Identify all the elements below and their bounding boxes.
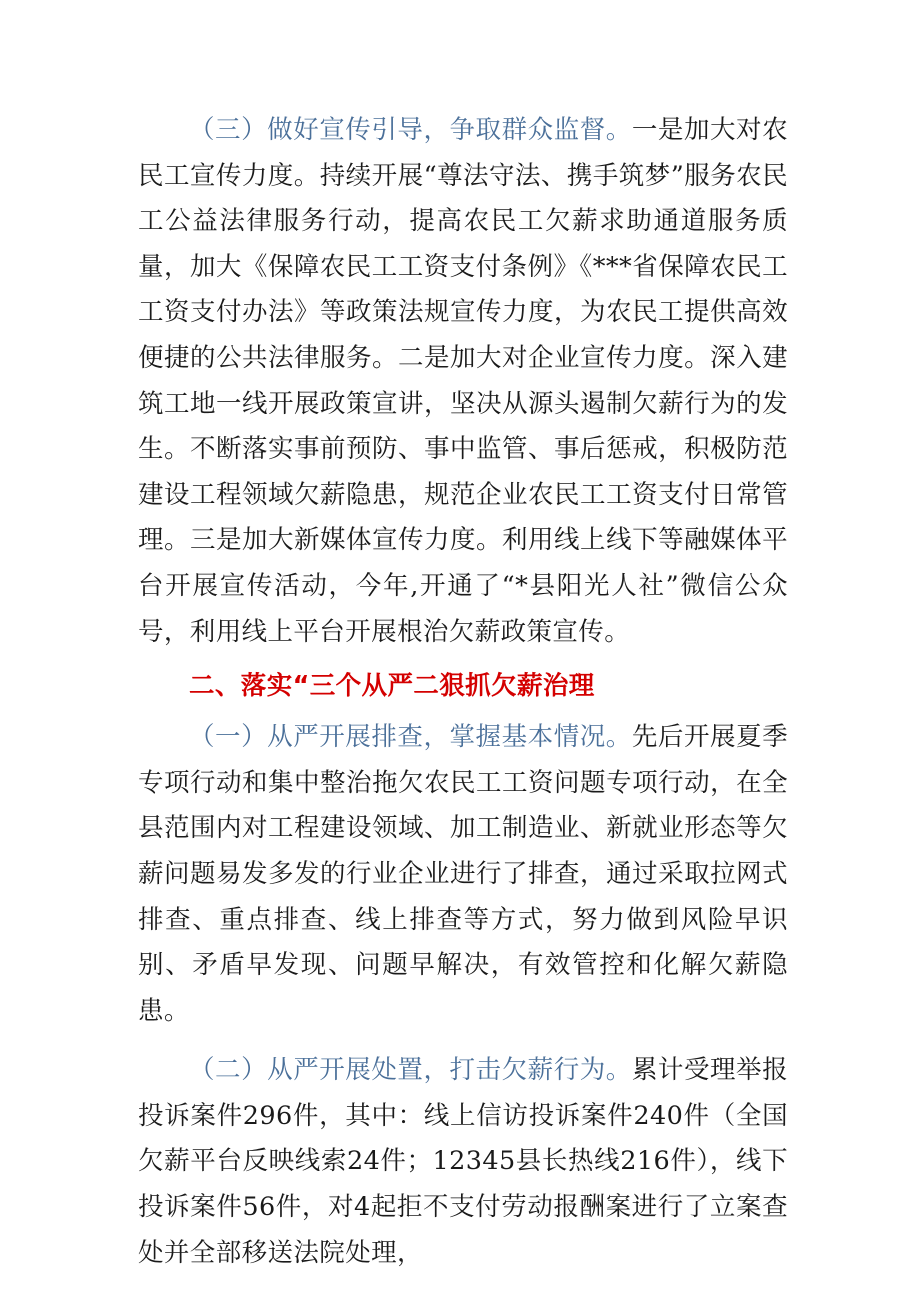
sub-heading-publicity: （三）做好宣传引导，争取群众监督。 bbox=[189, 115, 632, 145]
paragraph-spacer bbox=[138, 1034, 788, 1048]
section-heading-two: 二、落实“三个从严二狠抓欠薪治理 bbox=[189, 671, 595, 702]
sub-heading-handling: （二）从严开展处置，打击欠薪行为。 bbox=[189, 1055, 632, 1086]
sub-heading-investigation: （一）从严开展排查，掌握基本情况。 bbox=[189, 722, 632, 753]
paragraph-text: 一是加大对农民工宣传力度。持续开展“尊法守法、携手筑梦”服务农民工公益法律服务行动，提高农民工欠薪求助通道服务质量，加大《保障农民工工资支付条例》《***省保障农民工工资支付办法》等政策法规宣传力度，为农民工提供高效便捷的公共法律服务。二是加大对企业宣传力度。深入建筑工地一线开展政策宣讲，坚决从源头遏制欠薪行为的发生。不断落实事前预防、事中监管、事后惩戒，积极防范建设工程领域欠薪隐患，规范企业农民工工资支付日常管理。三是加大新媒体宣传力度。利用线上线下等融媒体平台开展宣传活动，今年,开通了“*县阳光人社”微信公众号，利用线上平台开展根治欠薪政策宣传。 bbox=[138, 115, 788, 647]
paragraph-investigation bbox=[138, 715, 788, 1034]
paragraph-publicity bbox=[138, 108, 788, 655]
paragraph-handling bbox=[138, 1048, 788, 1276]
paragraph-text: 累计受理举报投诉案件296件，其中：线上信访投诉案件240件（全国欠薪平台反映线索24件；12345县长热线216件），线下投诉案件56件，对4起拒不支付劳动报酬案进行了立案查处并全部移送法院处理， bbox=[138, 1055, 788, 1268]
paragraph-text: 先后开展夏季专项行动和集中整治拖欠农民工工资问题专项行动，在全县范围内对工程建设领域、加工制造业、新就业形态等欠薪问题易发多发的行业企业进行了排查，通过采取拉网式排查、重点排查、线上排查等方式，努力做到风险早识别、矛盾早发现、问题早解决，有效管控和化解欠薪隐患。 bbox=[138, 722, 788, 1026]
document-body bbox=[138, 108, 788, 1276]
